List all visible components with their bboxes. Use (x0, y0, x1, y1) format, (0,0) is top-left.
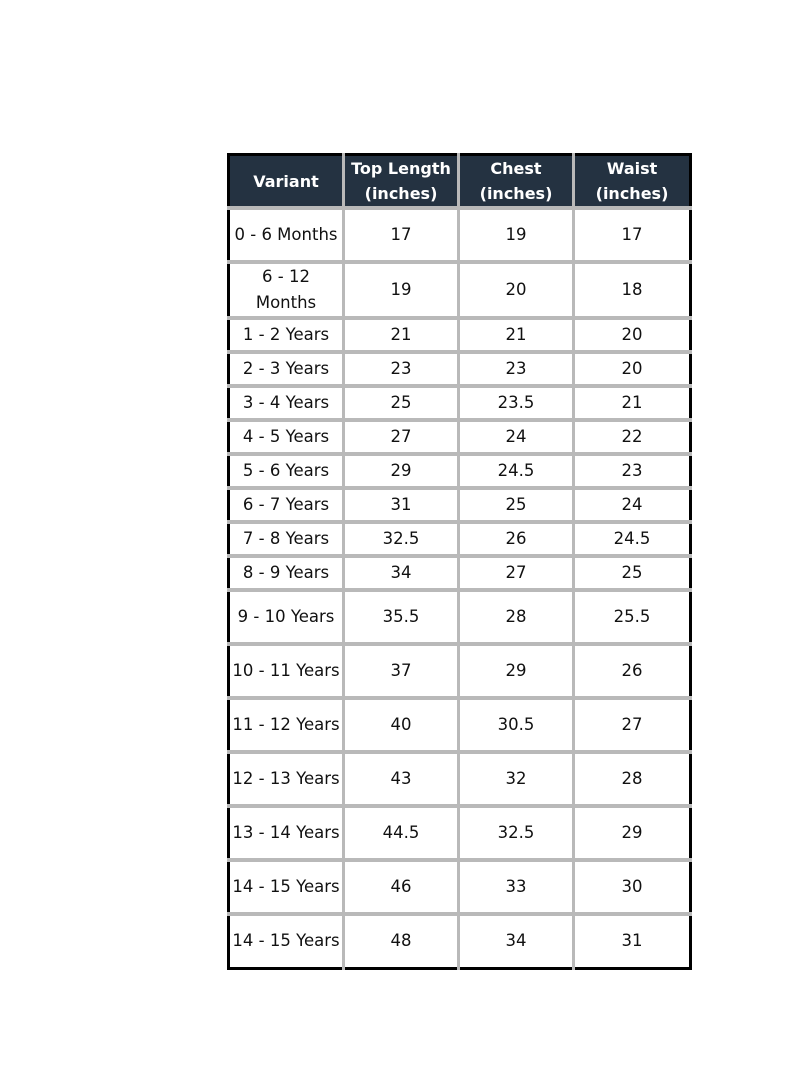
cell-chest: 32.5 (459, 806, 574, 860)
cell-top-length: 44.5 (344, 806, 459, 860)
table-row (229, 644, 691, 698)
cell-chest: 27 (459, 556, 574, 590)
cell-variant: 5 - 6 Years (229, 454, 344, 488)
cell-top-length: 27 (344, 420, 459, 454)
table-row (229, 914, 691, 968)
header-row (229, 155, 691, 209)
cell-top-length: 25 (344, 386, 459, 420)
cell-waist: 31 (574, 914, 691, 968)
cell-variant: 7 - 8 Years (229, 522, 344, 556)
cell-chest: 34 (459, 914, 574, 968)
table-row (229, 318, 691, 352)
cell-variant: 6 - 7 Years (229, 488, 344, 522)
cell-chest: 30.5 (459, 698, 574, 752)
cell-top-length: 34 (344, 556, 459, 590)
cell-variant: 10 - 11 Years (229, 644, 344, 698)
cell-waist: 27 (574, 698, 691, 752)
cell-variant: 2 - 3 Years (229, 352, 344, 386)
cell-chest: 19 (459, 208, 574, 262)
cell-waist: 23 (574, 454, 691, 488)
table-row (229, 420, 691, 454)
header-top-length-unit: (inches) (364, 184, 438, 203)
cell-variant: 4 - 5 Years (229, 420, 344, 454)
cell-variant: 8 - 9 Years (229, 556, 344, 590)
cell-top-length: 40 (344, 698, 459, 752)
cell-top-length: 17 (344, 208, 459, 262)
table-row (229, 752, 691, 806)
table-row (229, 208, 691, 262)
table-row (229, 556, 691, 590)
cell-waist: 24 (574, 488, 691, 522)
header-chest (459, 155, 574, 209)
cell-waist: 24.5 (574, 522, 691, 556)
cell-chest: 29 (459, 644, 574, 698)
cell-top-length: 31 (344, 488, 459, 522)
cell-waist: 21 (574, 386, 691, 420)
cell-top-length: 46 (344, 860, 459, 914)
cell-chest: 33 (459, 860, 574, 914)
table-row (229, 698, 691, 752)
header-top-length (344, 155, 459, 209)
cell-variant: 3 - 4 Years (229, 386, 344, 420)
header-chest-unit: (inches) (479, 184, 553, 203)
table-row (229, 806, 691, 860)
cell-top-length: 43 (344, 752, 459, 806)
cell-top-length: 21 (344, 318, 459, 352)
table-row (229, 590, 691, 644)
cell-waist: 17 (574, 208, 691, 262)
cell-top-length: 37 (344, 644, 459, 698)
cell-waist: 28 (574, 752, 691, 806)
cell-variant: 11 - 12 Years (229, 698, 344, 752)
cell-chest: 20 (459, 262, 574, 318)
cell-top-length: 29 (344, 454, 459, 488)
cell-chest: 21 (459, 318, 574, 352)
table-row (229, 262, 691, 318)
cell-chest: 24.5 (459, 454, 574, 488)
cell-variant: 14 - 15 Years (229, 860, 344, 914)
cell-waist: 25.5 (574, 590, 691, 644)
cell-variant: 6 - 12 Months (229, 262, 344, 318)
cell-top-length: 23 (344, 352, 459, 386)
cell-waist: 29 (574, 806, 691, 860)
header-waist-unit: (inches) (595, 184, 669, 203)
cell-waist: 20 (574, 318, 691, 352)
cell-top-length: 19 (344, 262, 459, 318)
cell-chest: 23.5 (459, 386, 574, 420)
table-row (229, 488, 691, 522)
cell-chest: 25 (459, 488, 574, 522)
header-waist-text: Waist (606, 159, 658, 178)
cell-chest: 32 (459, 752, 574, 806)
cell-waist: 22 (574, 420, 691, 454)
header-top-length-text: Top Length (351, 159, 451, 178)
cell-chest: 23 (459, 352, 574, 386)
cell-variant: 12 - 13 Years (229, 752, 344, 806)
table-row (229, 352, 691, 386)
cell-waist: 18 (574, 262, 691, 318)
cell-variant: 1 - 2 Years (229, 318, 344, 352)
cell-top-length: 32.5 (344, 522, 459, 556)
cell-chest: 24 (459, 420, 574, 454)
cell-waist: 30 (574, 860, 691, 914)
cell-variant: 13 - 14 Years (229, 806, 344, 860)
cell-chest: 28 (459, 590, 574, 644)
header-variant-text: Variant (253, 171, 319, 191)
cell-waist: 26 (574, 644, 691, 698)
header-chest-text: Chest (490, 159, 542, 178)
table-row (229, 454, 691, 488)
cell-chest: 26 (459, 522, 574, 556)
cell-top-length: 48 (344, 914, 459, 968)
cell-variant: 0 - 6 Months (229, 208, 344, 262)
cell-variant: 14 - 15 Years (229, 914, 344, 968)
cell-top-length: 35.5 (344, 590, 459, 644)
cell-variant: 9 - 10 Years (229, 590, 344, 644)
cell-waist: 20 (574, 352, 691, 386)
header-variant (229, 155, 344, 209)
table-row (229, 386, 691, 420)
size-chart-table (227, 153, 692, 970)
table-row (229, 860, 691, 914)
table-row (229, 522, 691, 556)
cell-waist: 25 (574, 556, 691, 590)
header-waist (574, 155, 691, 209)
